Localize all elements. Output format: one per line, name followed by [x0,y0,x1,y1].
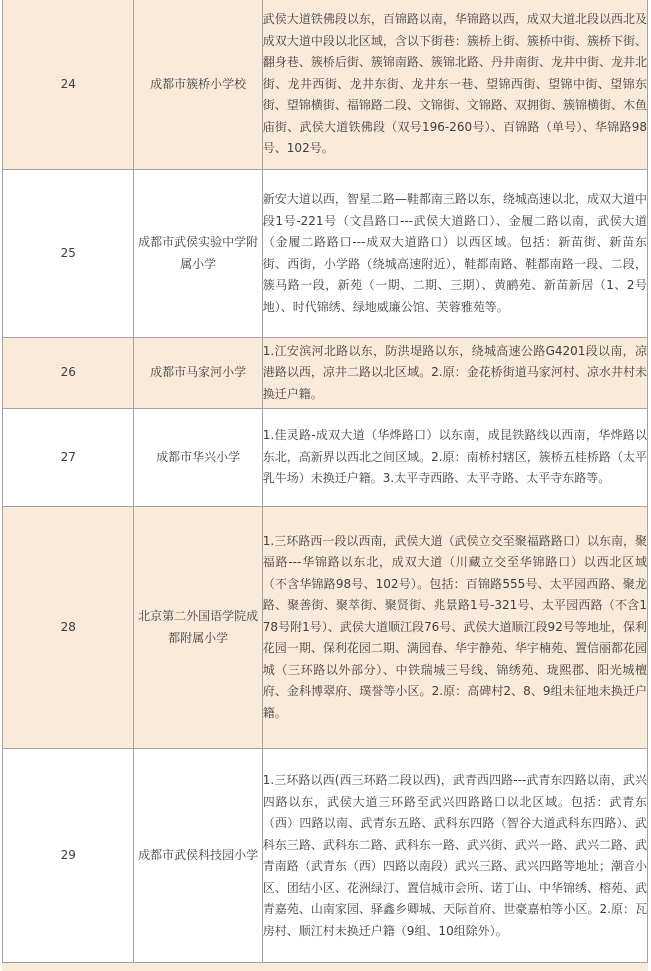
school-name: 成都市华兴小学 [134,409,262,507]
table-row [3,749,648,964]
district-description: 武侯大道铁佛段以东，百锦路以南，华锦路以西，成双大道北段以西北及成双大道中段以北区域，含以下街巷：簇桥上街、簇桥中街、簇桥下街、翻身巷、簇桥后街、簇锦南路、簇锦北路、丹井南街、龙井中街、龙井北街、龙井西街、龙井东街、龙井东一巷、望锦西街、望锦中街、望锦东街、望锦横街、福锦路二段、文锦街、文锦路、双拥街、簇锦横街、木鱼庙街、武侯大道铁佛段（双号196-260号）、百锦路（单号）、华锦路98号、102号。 [262,0,647,170]
table-row [3,0,648,170]
table-row [3,409,648,507]
school-district-table [2,0,648,964]
district-description: 1.三环路以西(西三环路二段以西)，武青西四路---武青东四路以南，武兴四路以东，武侯大道三环路至武兴四路路口以北区域。包括：武青东（西）四路以南、武青东五路、武科东四路（智谷大道武科东四路）、武科东三路、武科东二路、武科东一路、武兴街、武兴一路、武兴二路、武青南路（武青东（西）四路以南段）武兴三路、武兴四路等地址；潮音小区、团结小区、花洲绿汀、置信城市会所、诺丁山、中华锦绣、榕苑、武青嘉苑、山南家园、驿鑫乡卿城、天际首府、世豪嘉柏等小区。2.原：瓦房村、顺江村未换迁户籍（9组、10组除外）。 [262,749,647,964]
district-description: 1.佳灵路-成双大道（华烨路口）以东南，成昆铁路线以西南，华烨路以东北，高新界以西北之间区域。2.原：南桥村辖区，簇桥五桂桥路（太平乳牛场）未换迁户籍。3.太平寺西路、太平寺路、太平寺东路等。 [262,409,647,507]
district-description: 1.三环路西一段以西南，武侯大道（武侯立交至聚福路路口）以东南，聚福路---华锦路以东北，成双大道（川藏立交至华锦路口）以西北区域（不含华锦路98号、102号）。包括：百锦路555号、太平园西路、聚龙路、聚善街、聚萃街、聚贤街、兆景路1号-321号、太平园西路（不含178号附1号）、武侯大道顺江段76号、武侯大道顺江段92号等地址，保利花园一期、保利花园二期、满园春、华宇静苑、华宇楠苑、置信丽都花园城（三环路以外部分）、中铁瑞城三号线、锦绣苑、珑熙郡、阳光城檀府、金科博翠府、璞誉等小区。2.原：高碑村2、8、9组未征地未换迁户籍。 [262,507,647,749]
school-name: 北京第二外国语学院成都附属小学 [134,507,262,749]
district-description: 1.江安滨河北路以东，防洪堤路以东，绕城高速公路G4201段以南，凉港路以西，凉井二路以北区域。2.原：金花桥街道马家河村、凉水井村未换迁户籍。 [262,338,647,409]
table-row [3,507,648,749]
row-number: 29 [3,749,134,964]
district-description: 新安大道以西，智星二路—鞋都南三路以东，绕城高速以北，成双大道中段1号-221号（文昌路口---武侯大道路口）、金履二路以南，武侯大道（金履二路路口---成双大道路口）以西区域。包括：新苗街、新苗东街、西街，小学路（绕城高速附近），鞋都南路、鞋都南路一段、二段，簇马路一段，新苑（一期、二期、三期）、黄鹂苑、新苗新居（1、2号地）、时代锦绣、绿地威廉公馆、芙蓉雅苑等。 [262,170,647,338]
table-row [3,170,648,338]
row-number: 27 [3,409,134,507]
table-row [3,338,648,409]
school-name: 成都市簇桥小学校 [134,0,262,170]
row-number: 28 [3,507,134,749]
school-name: 成都市武侯实验中学附属小学 [134,170,262,338]
row-number: 24 [3,0,134,170]
school-name: 成都市武侯科技园小学 [134,749,262,964]
school-name: 成都市马家河小学 [134,338,262,409]
row-number: 25 [3,170,134,338]
row-number: 26 [3,338,134,409]
next-row-edge [2,962,648,971]
